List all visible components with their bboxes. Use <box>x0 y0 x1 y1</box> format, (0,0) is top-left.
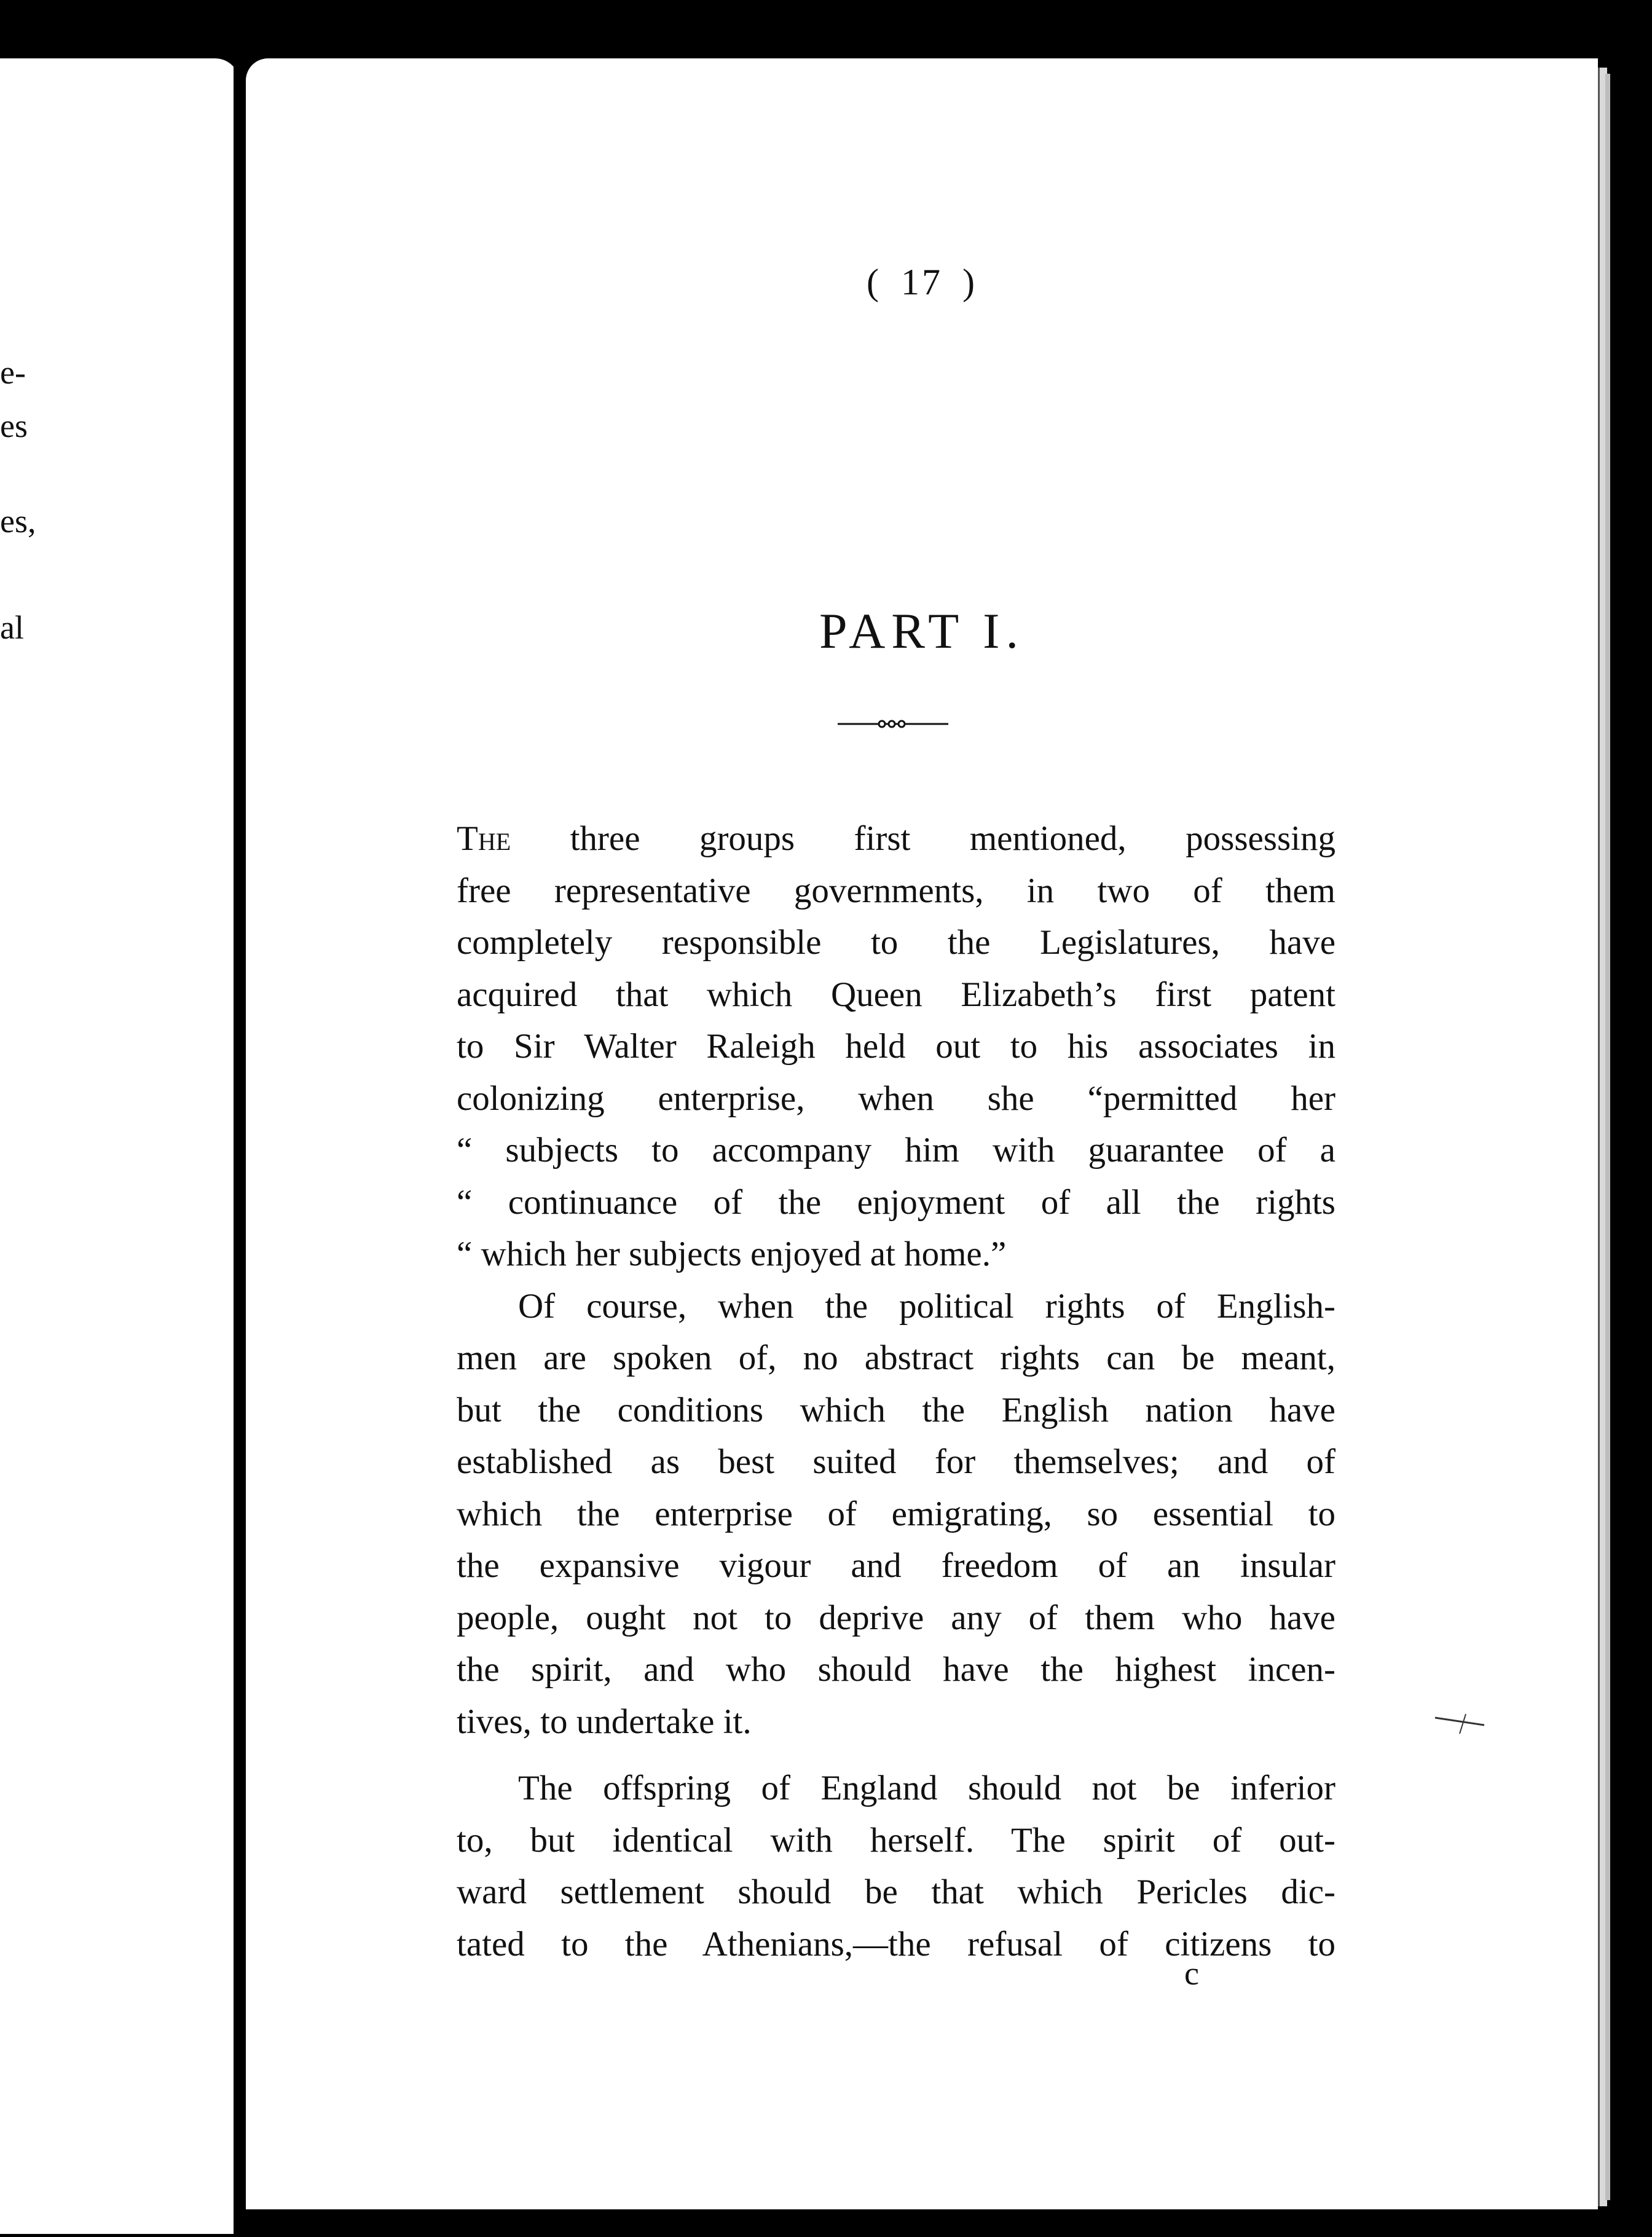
text-line: to, but identical with herself. The spirit of out- <box>457 1820 1335 1860</box>
text-line: free representative governments, in two of them <box>457 871 1335 910</box>
text-line: colonizing enterprise, when she “permitted her <box>457 1079 1335 1118</box>
page-edge-shadow <box>1605 74 1610 2200</box>
text-line: people, ought not to deprive any of them who have <box>457 1598 1335 1637</box>
left-page-fragment: al <box>0 609 24 646</box>
page-number-value: 17 <box>901 262 943 302</box>
lead-word: The <box>457 819 511 858</box>
text-line: “ continuance of the enjoyment of all the rights <box>457 1182 1335 1222</box>
text-line: “ subjects to accompany him with guarantee of a <box>457 1131 1335 1170</box>
left-page-fragment: es <box>0 407 28 444</box>
text-line: the expansive vigour and freedom of an insular <box>457 1546 1335 1585</box>
text-line: Of course, when the political rights of English- <box>518 1286 1335 1326</box>
left-page-fragment: es, <box>0 503 36 540</box>
text-line <box>457 813 1335 865</box>
text-line: tives, to undertake it. <box>457 1702 752 1741</box>
line-text: three groups first mentioned, possessing <box>511 819 1335 858</box>
text-line: ward settlement should be that which Pericles dic- <box>457 1873 1335 1911</box>
ornament-divider-icon <box>838 719 948 729</box>
text-line: tated to the Athenians,—the refusal of citizens to <box>457 1924 1335 1964</box>
text-line: but the conditions which the English nation have <box>457 1390 1335 1429</box>
text-line: acquired that which Queen Elizabeth’s first patent <box>457 975 1335 1014</box>
text-line: established as best suited for themselves; and of <box>457 1442 1335 1481</box>
signature-mark: c <box>1184 1955 1199 1992</box>
text-line: which the enterprise of emigrating, so essential to <box>457 1494 1335 1533</box>
previous-page <box>0 58 240 2234</box>
paren-close: ) <box>962 262 977 302</box>
part-heading: PART I. <box>819 603 1025 659</box>
left-page-fragment: e- <box>0 354 26 391</box>
text-line: completely responsible to the Legislatures, have <box>457 923 1335 962</box>
text-line: the spirit, and who should have the highest incen- <box>457 1650 1335 1689</box>
margin-mark-icon <box>1432 1712 1487 1736</box>
text-line: to Sir Walter Raleigh held out to his associates in <box>457 1027 1335 1066</box>
text-line: “ which her subjects enjoyed at home.” <box>457 1235 1007 1273</box>
text-line: men are spoken of, no abstract rights can be meant, <box>457 1339 1335 1377</box>
current-page <box>246 58 1598 2209</box>
page-number <box>246 261 1598 304</box>
text-line: The offspring of England should not be inferior <box>518 1769 1335 1807</box>
paren-open: ( <box>867 262 881 302</box>
body-text <box>457 813 1335 1970</box>
book-gutter <box>234 58 247 2234</box>
